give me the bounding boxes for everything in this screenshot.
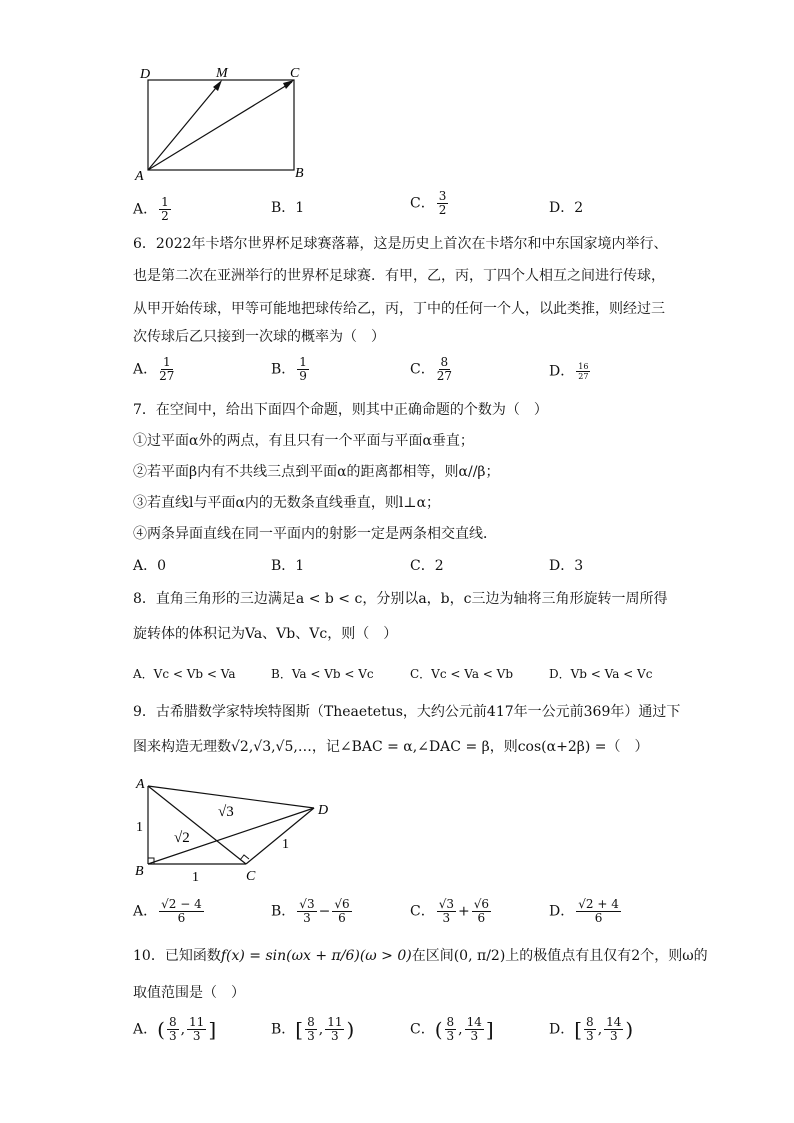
q10-option-c: C．( $\frac{8}{3}$ , $\frac{14}{3}$ ] (410, 1015, 494, 1043)
label-a: A (135, 169, 144, 184)
q9-option-c: C． $\frac{√3}{3}$ + $\frac{√6}{6}$ (410, 897, 490, 925)
q8-line-1: 8．直角三角形的三边满足a < b < c，分别以a，b，c三边为轴将三角形旋转一周所得 (133, 591, 668, 607)
q7-item-2: ②若平面β内有不共线三点到平面α的距离都相等，则α//β； (133, 464, 500, 480)
theaetetus-spiral-figure (130, 772, 340, 884)
q9-line-2: 图来构造无理数√2,√3,√5,…，记∠BAC = α,∠DAC = β，则cos(α+2β) =（ ） (133, 739, 649, 755)
label-b: B (295, 166, 304, 181)
q10-function: f(x) = sin(ωx + π/6)(ω > 0) (220, 948, 412, 964)
label-ac-length: √2 (174, 830, 190, 846)
right-angle-c (240, 855, 249, 860)
q9-option-d: D． $\frac{√2 + 4}{6}$ (549, 897, 619, 925)
label-c: C (290, 66, 300, 81)
q10-option-d: D．[ $\frac{8}{3}$ , $\frac{14}{3}$ ) (549, 1015, 634, 1043)
q10-option-a: A．( $\frac{8}{3}$ , $\frac{11}{3}$ ] (133, 1015, 217, 1043)
q7-option-d: D．3 (549, 558, 584, 574)
q9-option-a: A． $\frac{√2 - 4}{6}$ (133, 897, 202, 925)
q5-option-a: A． $\frac{1}{2}$ (133, 195, 169, 223)
q6-line-3: 从甲开始传球，甲等可能地把球传给乙，丙，丁中的任何一个人，以此类推，则经过三 (133, 301, 665, 317)
q6-line-4: 次传球后乙只接到一次球的概率为（ ） (133, 329, 385, 345)
label-c: C (246, 869, 256, 884)
label-cd-length: 1 (282, 837, 289, 852)
label-bc-length: 1 (192, 870, 199, 884)
q10-line-2: 取值范围是（ ） (133, 985, 245, 1001)
q7-option-b: B．1 (271, 558, 305, 574)
q7-option-c: C．2 (410, 558, 444, 574)
q5-option-d: D．2 (549, 200, 584, 216)
q6-option-c: C． $\frac{8}{27}$ (410, 355, 452, 383)
q5-option-b: B．1 (271, 200, 305, 216)
q10-line-1: 10．已知函数f(x) = sin(ωx + π/6)(ω > 0)在区间(0, π/2)上的极值点有且仅有2个，则ω的 (133, 948, 708, 964)
q8-option-c: C．Vc < Va < Vb (410, 667, 514, 681)
q7-option-a: A．0 (133, 558, 167, 574)
q6-line-2: 也是第二次在亚洲举行的世界杯足球赛．有甲，乙，丙，丁四个人相互之间进行传球， (133, 268, 665, 284)
q8-line-2: 旋转体的体积记为Va、Vb、Vc，则（ ） (133, 626, 398, 642)
q6-option-a: A． $\frac{1}{27}$ (133, 355, 175, 383)
q10-option-b: B．[ $\frac{8}{3}$ , $\frac{11}{3}$ ) (271, 1015, 355, 1043)
vector-am (148, 83, 220, 170)
label-ad-length: √3 (218, 804, 234, 820)
q5-option-c: C． $\frac{3}{2}$ (410, 189, 447, 217)
segment-ac (148, 786, 246, 864)
segment-cd (246, 808, 314, 864)
q8-option-a: A．Vc < Vb < Va (133, 667, 236, 681)
q6-option-b: B． $\frac{1}{9}$ (271, 355, 307, 383)
q8-option-d: D．Vb < Va < Vc (549, 667, 653, 681)
label-d: D (140, 67, 151, 82)
rectangle-vector-figure (130, 60, 310, 185)
label-d: D (318, 803, 329, 818)
q6-option-d: D． $\frac{16}{27}$ (549, 362, 589, 381)
arrow-head-c (283, 80, 294, 89)
label-ab-length: 1 (136, 820, 143, 835)
vector-ac (148, 82, 292, 170)
q7-item-3: ③若直线l与平面α内的无数条直线垂直，则l⊥α； (133, 495, 441, 511)
label-m: M (216, 66, 228, 81)
q7-item-1: ①过平面α外的两点，有且只有一个平面与平面α垂直； (133, 433, 474, 449)
q7-item-4: ④两条异面直线在同一平面内的射影一定是两条相交直线． (133, 526, 497, 542)
q9-line-1: 9．古希腊数学家特埃特图斯（Theaetetus，大约公元前417年一公元前369年）通过下 (133, 704, 681, 720)
label-a: A (136, 777, 145, 792)
q9-option-b: B． $\frac{√3}{3}$ − $\frac{√6}{6}$ (271, 897, 350, 925)
q6-line-1: 6．2022年卡塔尔世界杯足球赛落幕，这是历史上首次在卡塔尔和中东国家境内举行、 (133, 236, 668, 252)
q10-interval: (0, π/2) (453, 948, 506, 964)
q7-stem: 7．在空间中，给出下面四个命题，则其中正确命题的个数为（ ） (133, 402, 548, 418)
label-b: B (135, 864, 144, 879)
q8-option-b: B．Va < Vb < Vc (271, 667, 374, 681)
